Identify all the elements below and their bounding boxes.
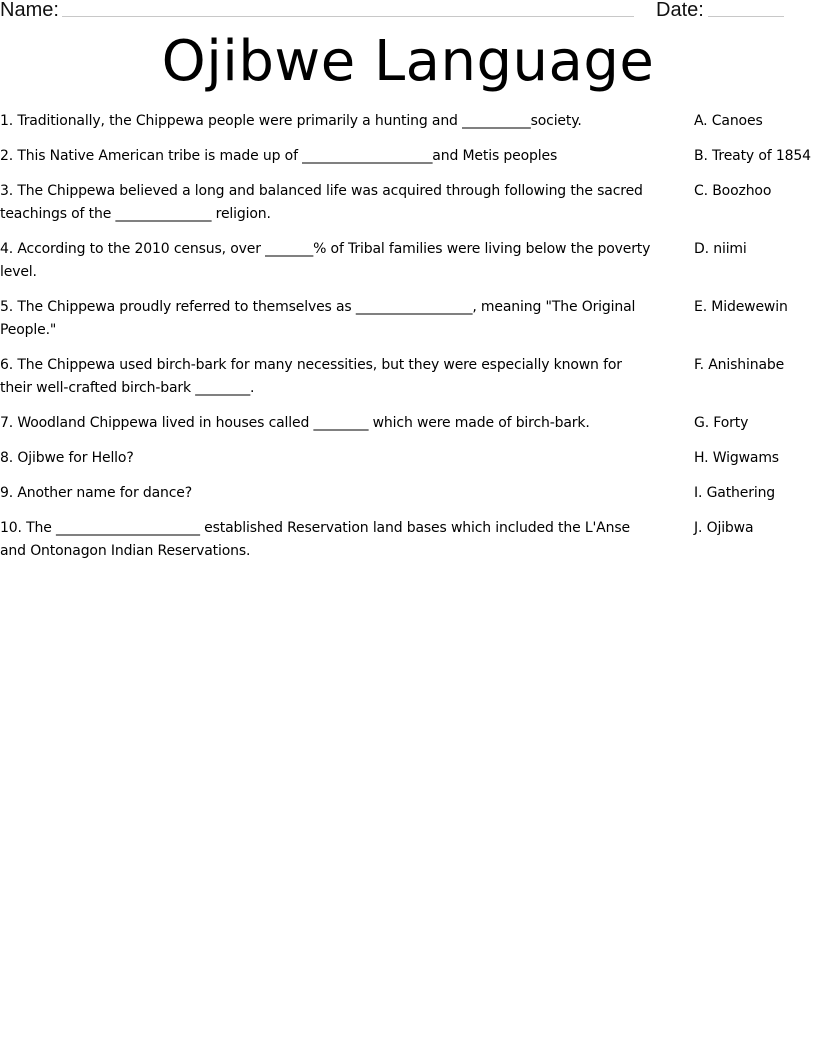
answer-choice: F. Anishinabe — [694, 357, 785, 373]
matching-list — [0, 110, 816, 575]
question-text: 5. The Chippewa proudly referred to themselves as _________________, meaning "The Original People." — [0, 299, 636, 338]
list-item — [0, 180, 816, 226]
question-text: 2. This Native American tribe is made up of ___________________and Metis peoples — [0, 148, 558, 164]
answer-choice: A. Canoes — [694, 113, 763, 129]
list-item — [0, 145, 816, 168]
list-item — [0, 110, 816, 133]
answer-choice: B. Treaty of 1854 — [694, 148, 811, 164]
question-text: 4. According to the 2010 census, over _______% of Tribal families were living below the poverty level. — [0, 241, 651, 280]
name-line — [62, 16, 634, 17]
date-line — [708, 16, 784, 17]
answer-choice: I. Gathering — [694, 485, 776, 501]
question-text: 7. Woodland Chippewa lived in houses called ________ which were made of birch-bark. — [0, 415, 590, 431]
list-item — [0, 354, 816, 400]
list-item — [0, 412, 816, 435]
worksheet-header — [0, 0, 816, 24]
question-text: 10. The _____________________ established Reservation land bases which included the L'Anse and Ontonagon Indian Reservations. — [0, 520, 630, 559]
list-item — [0, 482, 816, 505]
question-text: 9. Another name for dance? — [0, 485, 193, 501]
question-text: 8. Ojibwe for Hello? — [0, 450, 134, 466]
list-item — [0, 447, 816, 470]
answer-choice: G. Forty — [694, 415, 749, 431]
answer-choice: J. Ojibwa — [694, 520, 754, 536]
name-label: Name: — [0, 0, 59, 21]
list-item — [0, 517, 816, 563]
answer-choice: E. Midewewin — [694, 299, 788, 315]
page-title: Ojibwe Language — [161, 29, 655, 94]
answer-choice: D. niimi — [694, 241, 747, 257]
question-text: 1. Traditionally, the Chippewa people were primarily a hunting and __________society. — [0, 113, 582, 129]
list-item — [0, 238, 816, 284]
date-label: Date: — [656, 0, 704, 21]
question-text: 6. The Chippewa used birch-bark for many necessities, but they were especially known for their well-crafted birch-bark ________. — [0, 357, 622, 396]
question-text: 3. The Chippewa believed a long and balanced life was acquired through following the sacred teachings of the ______________ religion. — [0, 183, 643, 222]
list-item — [0, 296, 816, 342]
answer-choice: H. Wigwams — [694, 450, 779, 466]
answer-choice: C. Boozhoo — [694, 183, 772, 199]
